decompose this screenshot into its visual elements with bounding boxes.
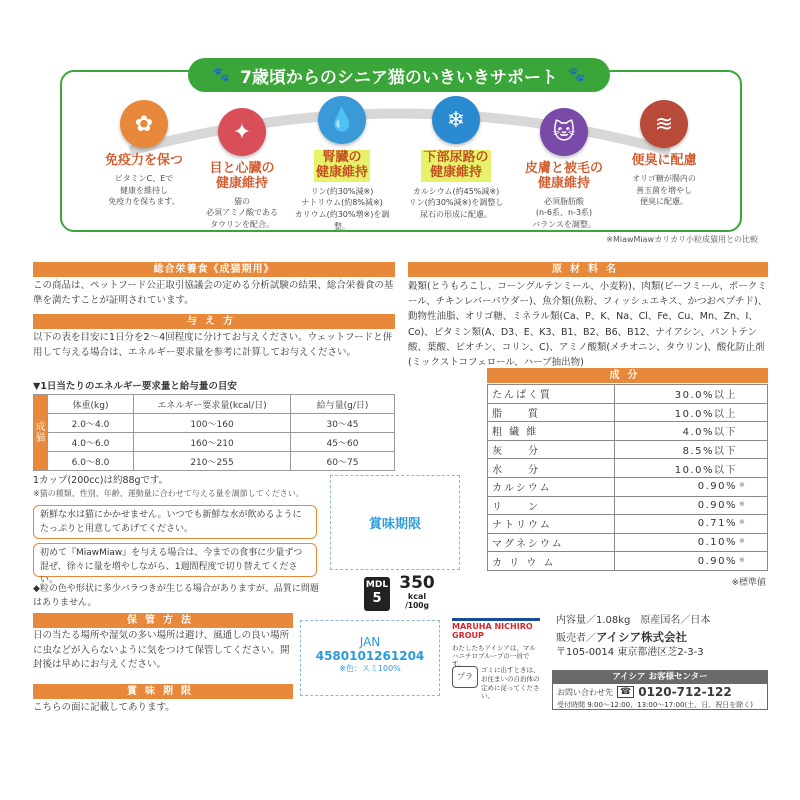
paw-icon: 🐾 <box>212 67 231 83</box>
benefit-desc: カルシウム(約45%減※) リン(約30%減※)を調整し 尿石の形成に配慮。 <box>408 186 504 220</box>
cat-icon: 🐱 <box>540 108 588 156</box>
table-row: 脂 質 10.0%以上 <box>488 403 768 422</box>
table-row: カルシウム 0.90% ※ <box>488 477 768 496</box>
cup-note: 1カップ(200cc)は約88gです。 <box>33 475 169 486</box>
expiry-text: こちらの面に記載してあります。 <box>33 702 175 713</box>
maruha-logo: MARUHA NICHIRO GROUP わたしたちアイシアは、マルハニチロブループの一員です。 <box>452 618 540 669</box>
shield-icon: ✿ <box>120 100 168 148</box>
benefit-skin-coat <box>512 108 616 231</box>
ingredients-text: 穀類(とうもろこし、コーングルテンミール、小麦粉)、肉類(ビーフミール、ポークミール、チキンレバーパウダー)、魚介類(魚粉、フィッシュエキス、かつおペプチド)、動物性油脂、オリゴ糖、ミネラル類(Ca、P、K、Na、Cl、Fe、Cu、Mn、Zn、I、Co)、ビタミン類(A、D3、E、K3、B1、B2、B6、B12、ナイアシン、パントテン酸、葉酸、ビオチン、コリン、C)、アミノ酸類(メチオニン、タウリン)、酸化防止剤(ミックストコフェロール、ハーブ抽出物) <box>408 281 768 368</box>
customer-center <box>552 670 768 710</box>
table-row: 6.0～8.0 210～255 60～75 <box>34 452 395 471</box>
expiry-header: 賞味期限 <box>33 684 293 699</box>
benefit-desc: リン(約30%減※) ナトリウム(約8%減※) カリウム(約30%増※)を調整。 <box>294 186 390 231</box>
nutrition-header: 総合栄養食《成猫期用》 <box>33 262 395 277</box>
wave-icon: ≋ <box>640 100 688 148</box>
adjust-note: ※猫の種類、性別、年齢、運動量に合わせて与える量を調節してください。 <box>33 489 304 498</box>
column-header: エネルギー要求量(kcal/日) <box>134 395 291 414</box>
center-phone-row: お問い合わせ先 ☎ 0120-712-122 <box>557 685 732 699</box>
nutrition-text: この商品は、ペットフード公正取引協議会の定める分析試験の結果、総合栄養食の基準を満たすことが証明されています。 <box>33 280 394 306</box>
water-note: 新鮮な水は猫にかかせません。いつでも新鮮な水が飲めるようにたっぷりと用意してあげてください。 <box>33 505 317 539</box>
banner-title: 7歳頃からのシニア猫のいきいきサポート <box>240 67 558 88</box>
benefit-title: 便臭に配慮 <box>631 153 697 168</box>
column-header: 体重(kg) <box>48 395 134 414</box>
recycle-icon: プラ <box>452 666 478 688</box>
benefit-immunity <box>92 100 196 208</box>
product-info: 内容量／1.08kg 原産国名／日本 販売者／アイシア株式会社 〒105-0014 東京都港区芝2-3-3 <box>556 615 711 658</box>
benefit-title: 皮膚と被毛の 健康維持 <box>524 161 603 191</box>
mdl-badge: MDL 5 <box>364 577 390 611</box>
composition-header: 成分 <box>487 368 768 383</box>
feeding-table-title: ▼1日当たりのエネルギー要求量と給与量の目安 <box>33 381 237 392</box>
sparkle-icon: ✦ <box>218 108 266 156</box>
color-note: ◆粒の色や形状に多少バラつきが生じる場合がありますが、品質に問題はありません。 <box>33 584 319 609</box>
benefit-odor <box>612 100 716 208</box>
expiry-box: 賞味期限 <box>330 475 460 570</box>
composition-note: ※標準値 <box>731 578 766 588</box>
table-row: カ リ ウ ム 0.90% ※ <box>488 552 768 571</box>
paw-icon: 🐾 <box>567 67 586 83</box>
benefit-desc: 猫の 必須アミノ酸である タウリンを配合。 <box>206 196 278 230</box>
kcal-badge: 350 kcal /100g <box>399 573 435 610</box>
benefit-desc: ビタミンC、Eで 健康を維持し 免疫力を保ちます。 <box>108 173 180 207</box>
table-row: マグネシウム 0.10% ※ <box>488 533 768 552</box>
table-row: たんぱく質 30.0%以上 <box>488 385 768 404</box>
benefit-note: ※MiawMiawカリカリ小粒成猫用との比較 <box>606 235 758 244</box>
center-header: アイシア お客様センター <box>553 671 767 684</box>
crystal-icon: ❄ <box>432 96 480 144</box>
benefit-title: 免疫力を保つ <box>104 153 183 168</box>
table-row: 4.0～6.0 160～210 45～60 <box>34 433 395 452</box>
benefit-eye-heart <box>190 108 294 231</box>
composition-table <box>487 384 768 571</box>
jan-box: JAN 4580101261204 ※色：スミ100% <box>300 620 440 696</box>
table-header-row <box>34 395 395 414</box>
table-row: 灰 分 8.5%以下 <box>488 440 768 459</box>
benefit-title: 目と心臓の 健康維持 <box>209 161 275 191</box>
ingredients-header: 原材料名 <box>408 262 768 277</box>
recycle-mark: プラ ゴミに出すときは、お住まいの自治体の定めに従ってください。 <box>452 666 540 701</box>
benefit-kidney <box>290 96 394 232</box>
feeding-header: 与え方 <box>33 314 395 329</box>
benefit-title: 下部尿路の 健康維持 <box>423 150 489 180</box>
first-feeding-note: 初めて『MiawMiaw』を与える場合は、今までの食事に少量ずつ混ぜ、徐々に量を増やしながら、1週間程度で切り替えてください。 <box>33 543 317 577</box>
benefit-title: 腎臓の 健康維持 <box>315 150 368 180</box>
benefit-desc: オリゴ糖が腸内の 善玉菌を増やし 便臭に配慮。 <box>632 173 696 207</box>
column-header: 給与量(g/日) <box>291 395 395 414</box>
table-row: 水 分 10.0%以下 <box>488 459 768 478</box>
benefit-desc: 必須脂肪酸 (n-6系、n-3系) バランスを調整。 <box>532 196 596 230</box>
benefits-banner <box>188 58 610 92</box>
storage-text: 日の当たる場所や湿気の多い場所は避け、風通しの良い場所に虫などが入らないように気をつけて保管してください。開封後は早めにお与えください。 <box>33 630 290 671</box>
benefit-urinary <box>404 96 508 221</box>
feeding-text: 以下の表を目安に1日分を2～4回程度に分けてお与えください。ウェットフードと併用して与える場合は、エネルギー要求量を参考に計算してお与えください。 <box>33 332 393 358</box>
feeding-table <box>33 394 395 471</box>
table-row: ナトリウム 0.71% ※ <box>488 515 768 534</box>
center-hours: 受付時間 9:00～12:00、13:00～17:00(土、日、祝日を除く) <box>557 701 753 709</box>
center-phone[interactable]: 0120-712-122 <box>638 685 732 699</box>
table-row: リ ン 0.90% ※ <box>488 496 768 515</box>
table-row: 粗 繊 維 4.0%以下 <box>488 422 768 441</box>
table-row: 2.0～4.0 100～160 30～45 <box>34 414 395 433</box>
drop-icon: 💧 <box>318 96 366 144</box>
storage-header: 保管方法 <box>33 613 293 628</box>
side-label: 成猫 <box>34 395 48 471</box>
free-dial-icon: ☎ <box>617 686 634 698</box>
